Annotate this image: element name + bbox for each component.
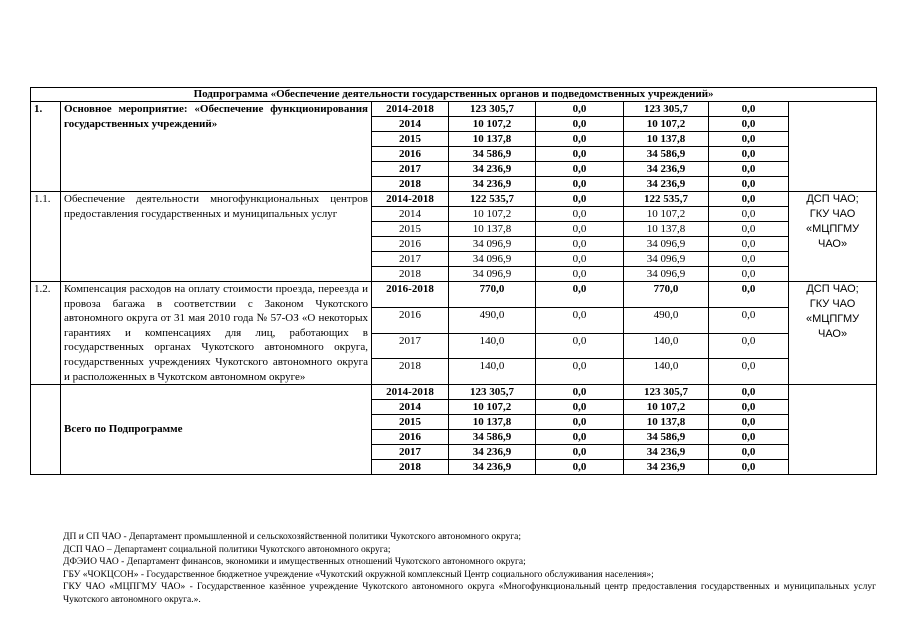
regional-cell: 34 096,9: [624, 252, 709, 267]
activity-description: Основное мероприятие: «Обеспечение функционирования государственных учреждений»: [61, 102, 372, 192]
total-cell: 34 096,9: [449, 237, 536, 252]
other-cell: 0,0: [709, 267, 789, 282]
total-cell: 10 107,2: [449, 117, 536, 132]
regional-cell: 34 236,9: [624, 177, 709, 192]
federal-cell: 0,0: [536, 192, 624, 207]
other-cell: 0,0: [709, 162, 789, 177]
total-cell: 34 586,9: [449, 430, 536, 445]
year-cell: 2018: [372, 267, 449, 282]
federal-cell: 0,0: [536, 222, 624, 237]
total-cell: 34 236,9: [449, 177, 536, 192]
regional-cell: 34 096,9: [624, 267, 709, 282]
regional-cell: 123 305,7: [624, 385, 709, 400]
year-cell: 2017: [372, 252, 449, 267]
footnote-line: ДСП ЧАО – Департамент социальной политики Чукотского автономного округа;: [63, 544, 391, 555]
total-cell: 770,0: [449, 282, 536, 308]
year-cell: 2014: [372, 207, 449, 222]
budget-table: [30, 87, 877, 475]
responsible-executor: [789, 102, 877, 192]
regional-cell: 10 137,8: [624, 415, 709, 430]
federal-cell: 0,0: [536, 445, 624, 460]
federal-cell: 0,0: [536, 252, 624, 267]
other-cell: 0,0: [709, 282, 789, 308]
federal-cell: 0,0: [536, 147, 624, 162]
regional-cell: 140,0: [624, 333, 709, 359]
regional-cell: 34 236,9: [624, 162, 709, 177]
regional-cell: 34 236,9: [624, 445, 709, 460]
total-cell: 10 137,8: [449, 222, 536, 237]
total-cell: 34 236,9: [449, 162, 536, 177]
federal-cell: 0,0: [536, 237, 624, 252]
table-row: [31, 282, 877, 308]
responsible-executor: ДСП ЧАО; ГКУ ЧАО «МЦПГМУ ЧАО»: [789, 192, 877, 282]
federal-cell: 0,0: [536, 400, 624, 415]
year-cell: 2015: [372, 415, 449, 430]
other-cell: 0,0: [709, 385, 789, 400]
regional-cell: 10 107,2: [624, 400, 709, 415]
total-cell: 123 305,7: [449, 385, 536, 400]
footnote-line: ГБУ «ЧОКЦСОН» - Государственное бюджетное учреждение «Чукотский окружной комплексный Центр социального обслуживания населения»;: [63, 569, 654, 580]
total-cell: 34 096,9: [449, 252, 536, 267]
row-number: 1.1.: [31, 192, 61, 282]
total-cell: 10 137,8: [449, 132, 536, 147]
other-cell: 0,0: [709, 307, 789, 333]
footnote-line: ГКУ ЧАО «МЦПГМУ ЧАО» - Государственное казённое учреждение Чукотского автономного округа «Многофункциональный центр предоставления государственных и муниципальных услуг Чукотского автономного округа.».: [63, 582, 876, 605]
regional-cell: 10 137,8: [624, 222, 709, 237]
other-cell: 0,0: [709, 102, 789, 117]
year-cell: 2016: [372, 237, 449, 252]
footnote-line: ДФЭИО ЧАО - Департамент финансов, экономики и имущественных отношений Чукотского автономного округа;: [63, 557, 526, 568]
other-cell: 0,0: [709, 445, 789, 460]
other-cell: 0,0: [709, 430, 789, 445]
year-cell: 2014: [372, 117, 449, 132]
other-cell: 0,0: [709, 222, 789, 237]
federal-cell: 0,0: [536, 333, 624, 359]
year-cell: 2014-2018: [372, 385, 449, 400]
responsible-executor: [789, 385, 877, 475]
federal-cell: 0,0: [536, 430, 624, 445]
federal-cell: 0,0: [536, 415, 624, 430]
federal-cell: 0,0: [536, 102, 624, 117]
year-cell: 2017: [372, 162, 449, 177]
federal-cell: 0,0: [536, 162, 624, 177]
regional-cell: 34 236,9: [624, 460, 709, 475]
total-cell: 34 236,9: [449, 445, 536, 460]
federal-cell: 0,0: [536, 207, 624, 222]
subprogram-title: Подпрограмма «Обеспечение деятельности государственных органов и подведомственных учреждений»: [31, 88, 877, 102]
federal-cell: 0,0: [536, 177, 624, 192]
other-cell: 0,0: [709, 192, 789, 207]
table-row: [31, 385, 877, 400]
row-number: 1.: [31, 102, 61, 192]
year-cell: 2018: [372, 177, 449, 192]
year-cell: 2016: [372, 307, 449, 333]
year-cell: 2015: [372, 132, 449, 147]
regional-cell: 10 107,2: [624, 207, 709, 222]
activity-description: Всего по Подпрограмме: [61, 385, 372, 475]
regional-cell: 10 107,2: [624, 117, 709, 132]
federal-cell: 0,0: [536, 385, 624, 400]
total-cell: 490,0: [449, 307, 536, 333]
regional-cell: 140,0: [624, 359, 709, 385]
federal-cell: 0,0: [536, 117, 624, 132]
regional-cell: 34 096,9: [624, 237, 709, 252]
total-cell: 122 535,7: [449, 192, 536, 207]
federal-cell: 0,0: [536, 359, 624, 385]
regional-cell: 490,0: [624, 307, 709, 333]
other-cell: 0,0: [709, 252, 789, 267]
federal-cell: 0,0: [536, 307, 624, 333]
responsible-executor: ДСП ЧАО; ГКУ ЧАО «МЦПГМУ ЧАО»: [789, 282, 877, 385]
activity-description: Компенсация расходов на оплату стоимости проезда, переезда и провоза багажа в соответствии с Законом Чукотского автономного округа от 31 мая 2010 года № 57-ОЗ «О некоторых гарантиях и компенсациях для лиц, работающих в государственных органах Чукотского автономного округа, государственных учреждениях Чукотского автономного округа и расположенных в Чукотском автономном округе»: [61, 282, 372, 385]
regional-cell: 34 586,9: [624, 430, 709, 445]
table-row: [31, 102, 877, 117]
subprogram-header-row: [31, 88, 877, 102]
regional-cell: 34 586,9: [624, 147, 709, 162]
regional-cell: 770,0: [624, 282, 709, 308]
year-cell: 2018: [372, 460, 449, 475]
other-cell: 0,0: [709, 207, 789, 222]
total-cell: 140,0: [449, 333, 536, 359]
other-cell: 0,0: [709, 237, 789, 252]
year-cell: 2016: [372, 147, 449, 162]
year-cell: 2014: [372, 400, 449, 415]
other-cell: 0,0: [709, 415, 789, 430]
other-cell: 0,0: [709, 147, 789, 162]
footnotes: [63, 531, 876, 607]
year-cell: 2017: [372, 333, 449, 359]
activity-description: Обеспечение деятельности многофункциональных центров предоставления государственных и муниципальных услуг: [61, 192, 372, 282]
total-cell: 10 137,8: [449, 415, 536, 430]
other-cell: 0,0: [709, 400, 789, 415]
federal-cell: 0,0: [536, 460, 624, 475]
year-cell: 2015: [372, 222, 449, 237]
total-cell: 140,0: [449, 359, 536, 385]
other-cell: 0,0: [709, 132, 789, 147]
total-cell: 34 586,9: [449, 147, 536, 162]
row-number: [31, 385, 61, 475]
year-cell: 2016-2018: [372, 282, 449, 308]
year-cell: 2014-2018: [372, 102, 449, 117]
table-row: [31, 192, 877, 207]
year-cell: 2018: [372, 359, 449, 385]
other-cell: 0,0: [709, 333, 789, 359]
regional-cell: 122 535,7: [624, 192, 709, 207]
other-cell: 0,0: [709, 177, 789, 192]
year-cell: 2017: [372, 445, 449, 460]
total-cell: 34 096,9: [449, 267, 536, 282]
regional-cell: 10 137,8: [624, 132, 709, 147]
row-number: 1.2.: [31, 282, 61, 385]
footnote-line: ДП и СП ЧАО - Департамент промышленной и сельскохозяйственной политики Чукотского автономного округа;: [63, 532, 521, 542]
year-cell: 2016: [372, 430, 449, 445]
year-cell: 2014-2018: [372, 192, 449, 207]
regional-cell: 123 305,7: [624, 102, 709, 117]
other-cell: 0,0: [709, 359, 789, 385]
total-cell: 123 305,7: [449, 102, 536, 117]
other-cell: 0,0: [709, 117, 789, 132]
total-cell: 10 107,2: [449, 207, 536, 222]
federal-cell: 0,0: [536, 267, 624, 282]
total-cell: 10 107,2: [449, 400, 536, 415]
other-cell: 0,0: [709, 460, 789, 475]
total-cell: 34 236,9: [449, 460, 536, 475]
federal-cell: 0,0: [536, 132, 624, 147]
federal-cell: 0,0: [536, 282, 624, 308]
